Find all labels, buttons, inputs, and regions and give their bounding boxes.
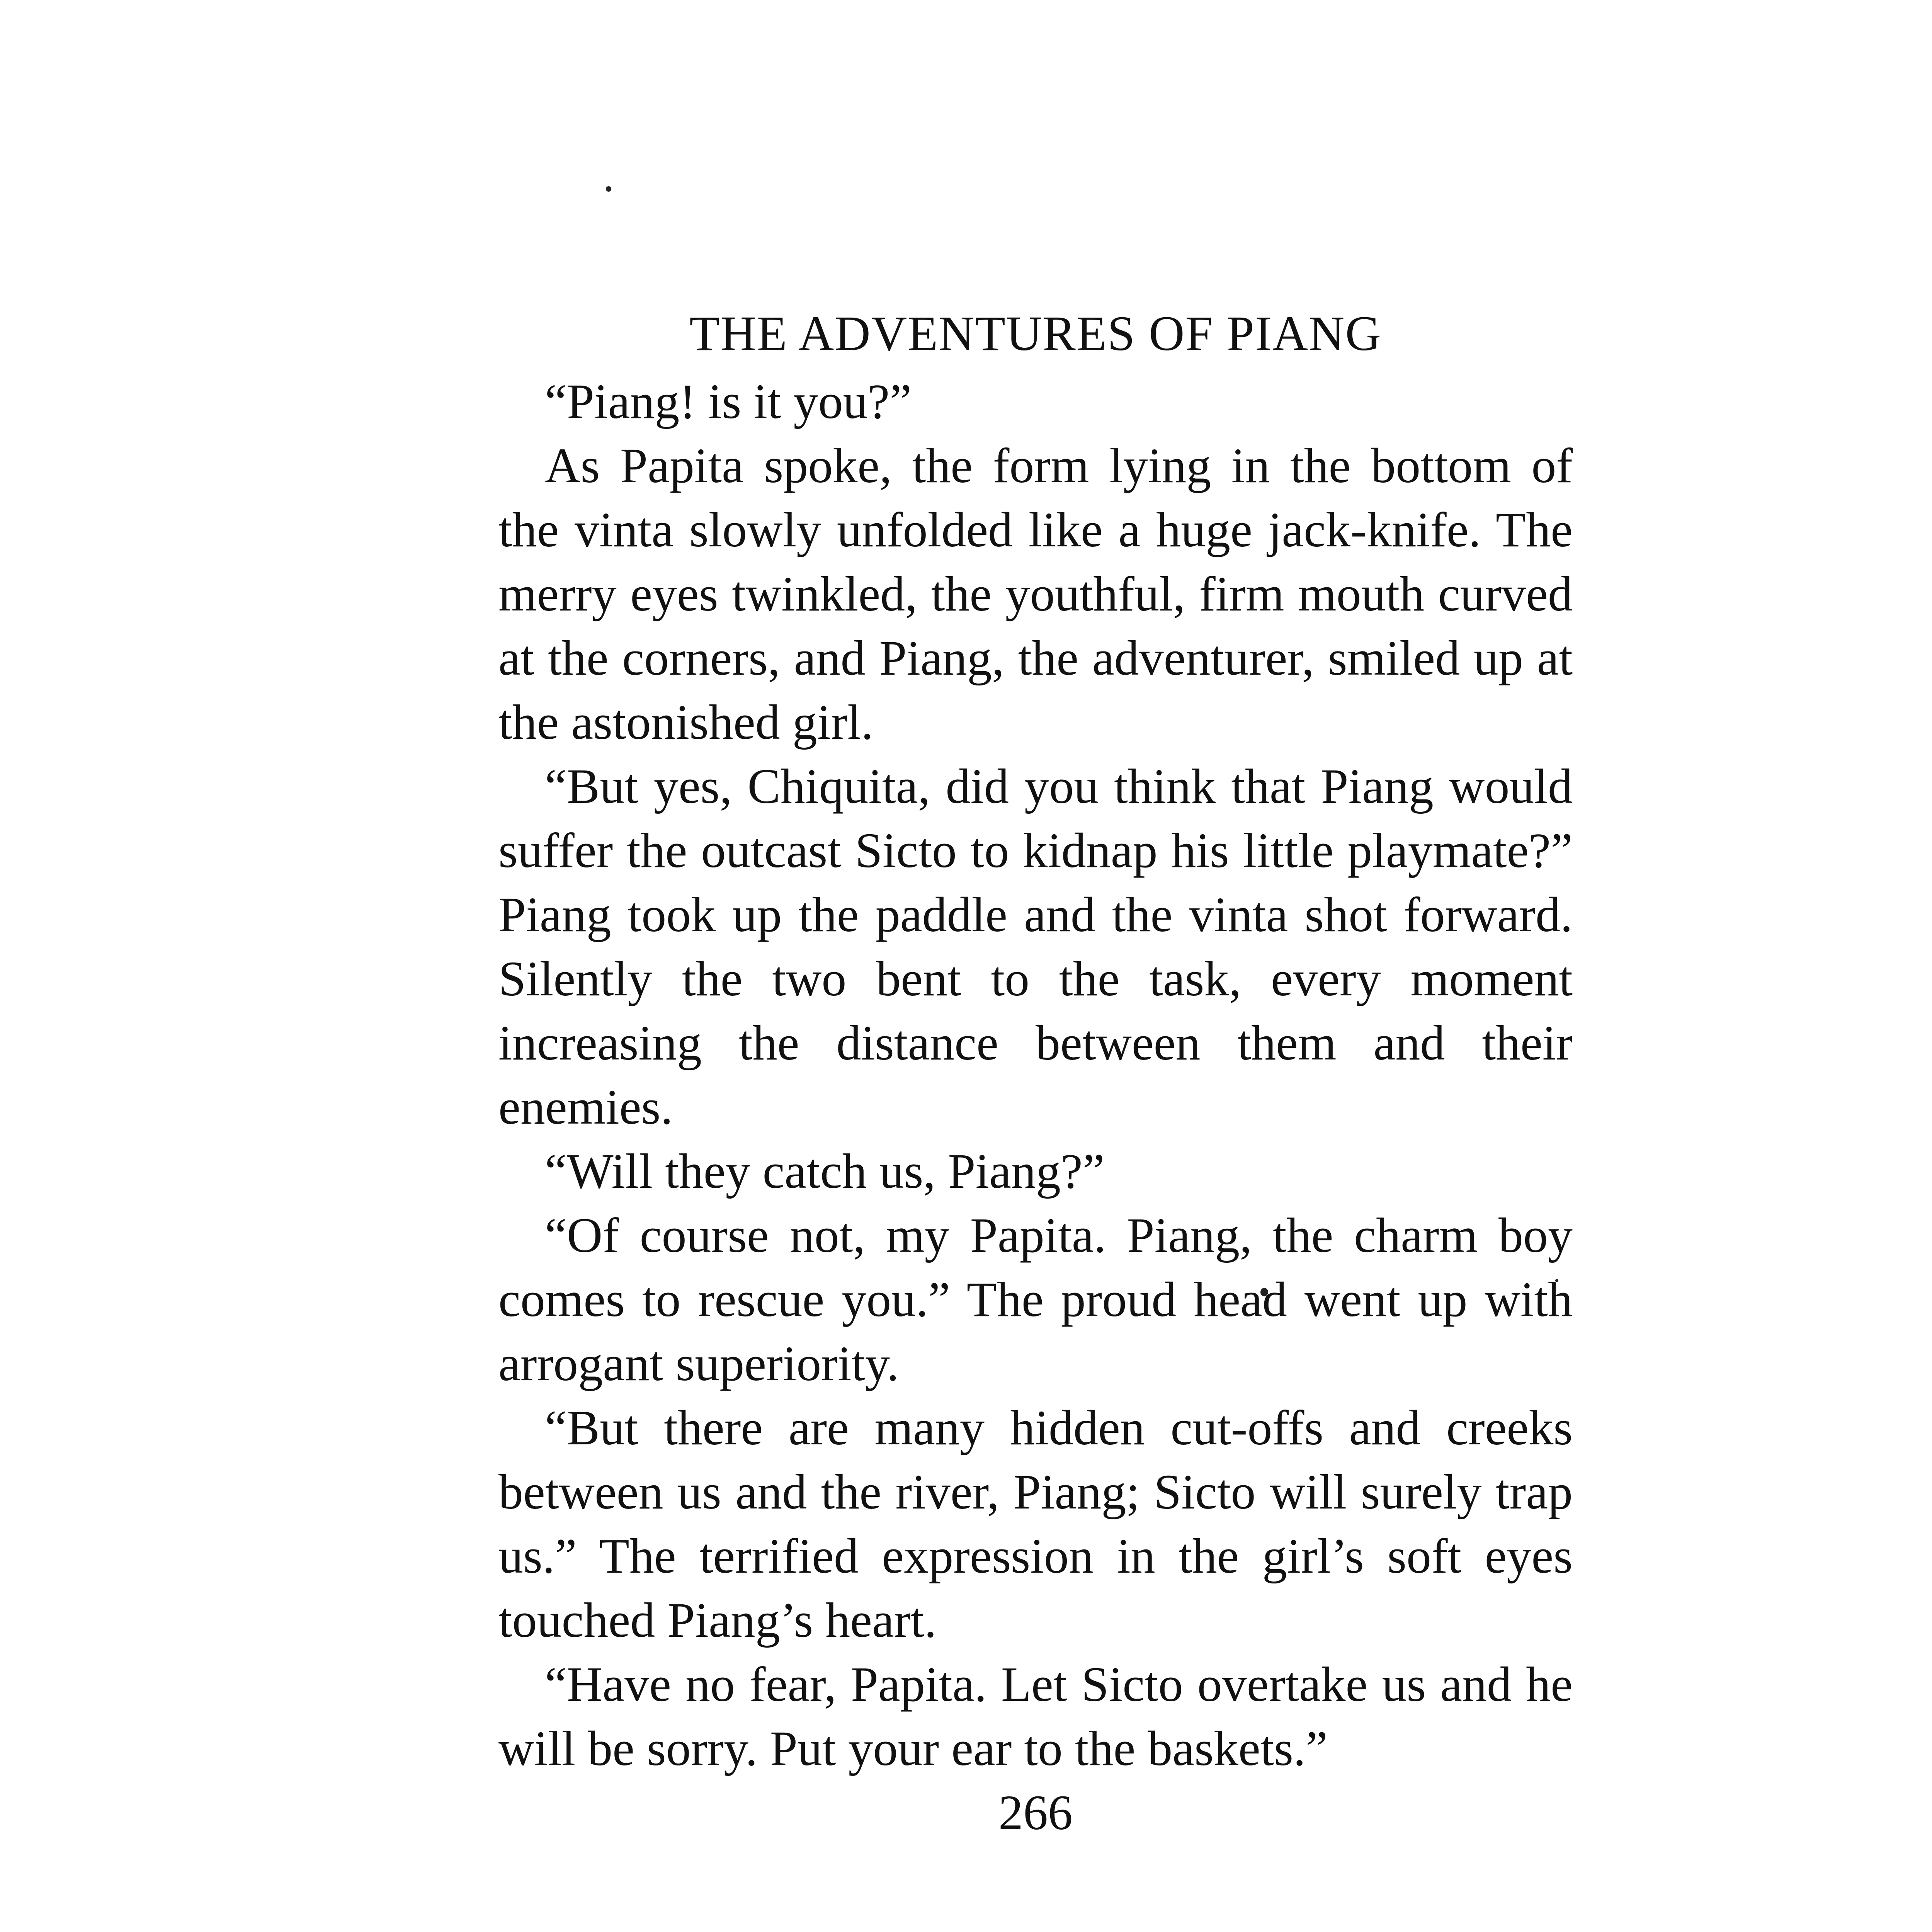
paragraph: “But there are many hidden cut-offs and creeks between us and the river, Piang; Sicto will surely trap us.” The terrified expression in the girl’s soft eyes touched Piang’s heart.: [498, 1400, 1573, 1648]
paragraph: “Will they catch us, Piang?”: [545, 1144, 1105, 1199]
running-head: THE ADVENTURES OF PIANG: [689, 306, 1382, 361]
ink-speck: [606, 186, 611, 192]
paragraph: “Have no fear, Papita. Let Sicto overtake us and he will be sorry. Put your ear to the baskets.”: [498, 1657, 1573, 1776]
page-number: 266: [998, 1785, 1073, 1840]
paragraph: “Of course not, my Papita. Piang, the charm boy comes to rescue you.” The proud head went up with arrogant superiority.: [498, 1208, 1573, 1391]
paragraph: “Piang! is it you?”: [545, 374, 912, 429]
paragraph: “But yes, Chiquita, did you think that Piang would suffer the outcast Sicto to kidnap his little playmate?” Piang took up the paddle and the vinta shot forward. Silently the two bent to the task, every moment increasing the distance between them and their enemies.: [498, 759, 1573, 1134]
page-text-block: [498, 301, 1573, 1845]
paragraph: As Papita spoke, the form lying in the bottom of the vinta slowly unfolded like a huge jack-knife. The merry eyes twinkled, the youthful, firm mouth curved at the corners, and Piang, the adventurer, smiled up at the astonished girl.: [498, 438, 1573, 750]
